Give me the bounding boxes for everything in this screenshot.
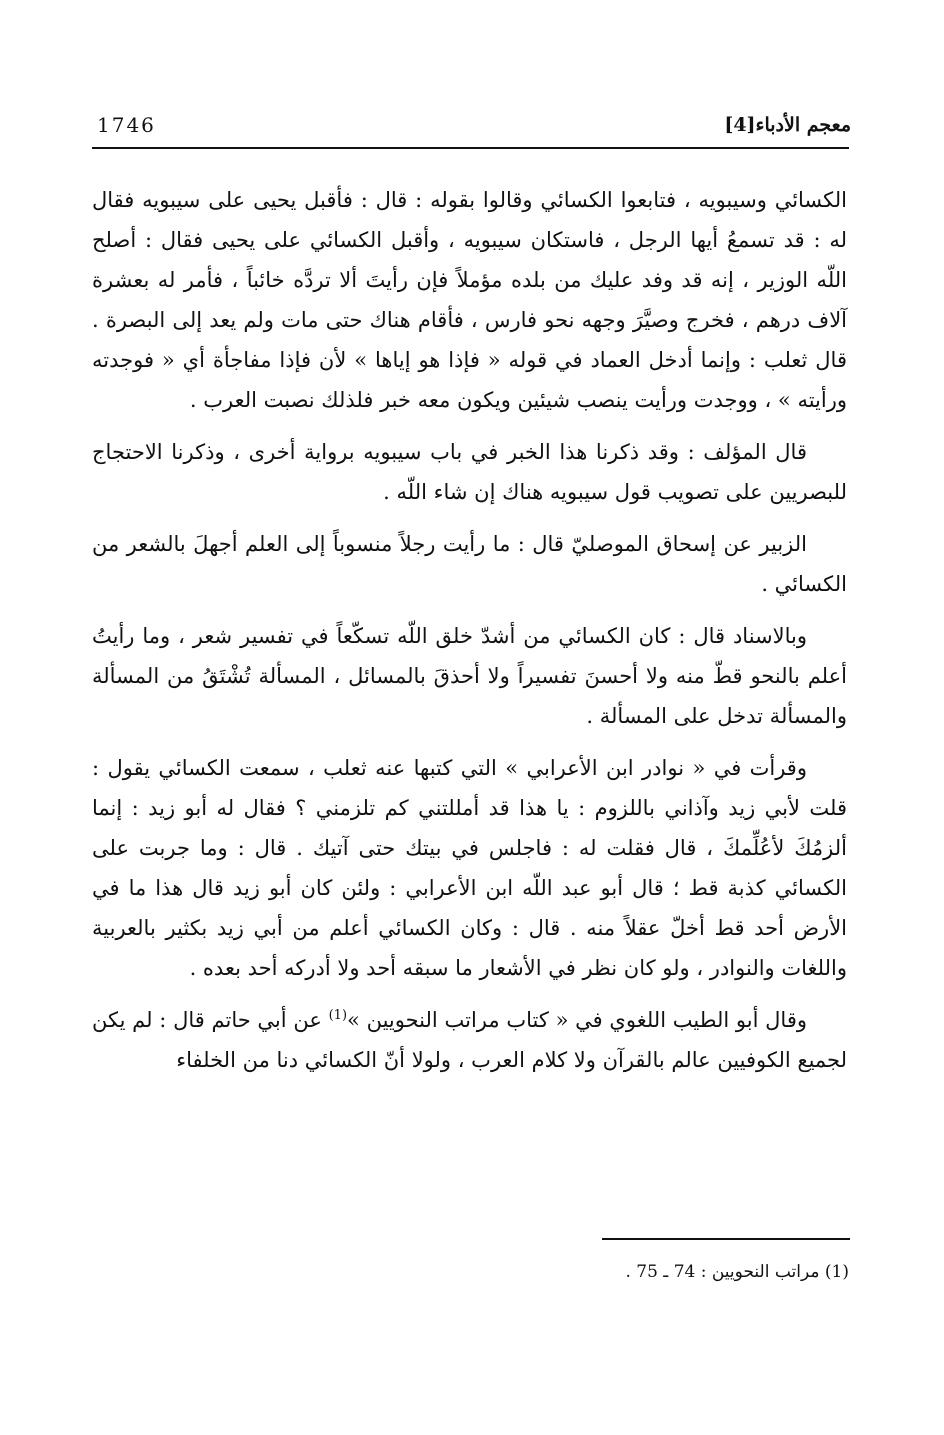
footnote: (1) مراتب النحويين : 74 ـ 75 . (625, 1262, 849, 1282)
paragraph-6-text-after: عن أبي حاتم قال : لم يكن لجميع الكوفيين عالم بالقرآن ولا كلام العرب ، ولولا أنّ الكسائي دنا من الخلفاء (92, 1008, 847, 1072)
footnote-rule (602, 1238, 850, 1240)
footnote-reference-marker[interactable]: (1) (328, 1008, 348, 1023)
paragraph-1: الكسائي وسيبويه ، فتابعوا الكسائي وقالوا بقوله : قال : فأقبل يحيى على سيبويه فقال له : قد تسمعُ أيها الرجل ، فاستكان سيبويه ، وأقبل الكسائي على يحيى فقال : أصلح اللّه الوزير ، إنه قد وفد عليك من بلده مؤملاً فإن رأيتَ ألا تردَّه خائباً ، فأمر له بعشرة آلاف درهم ، فخرج وصيَّرَ وجهه نحو فارس ، فأقام هناك حتى مات ولم يعد إلى البصرة . قال ثعلب : وإنما أدخل العماد في قوله « فإذا هو إياها » لأن فإذا مفاجأة أي « فوجدته ورأيته » ، ووجدت ورأيت ينصب شيئين ويكون معه خبر فلذلك نصبت العرب . (92, 188, 847, 412)
header-rule (92, 147, 849, 149)
paragraph-2: قال المؤلف : وقد ذكرنا هذا الخبر في باب سيبويه برواية أخرى ، وذكرنا الاحتجاج للبصريين على تصويب قول سيبويه هناك إن شاء اللّه . (92, 440, 847, 504)
body-text (92, 180, 847, 1092)
paragraph-6 (92, 1000, 847, 1080)
paragraph-6-text-before: وقال أبو الطيب اللغوي في « كتاب مراتب النحويين » (347, 1008, 808, 1032)
paragraph-3: الزبير عن إسحاق الموصليّ قال : ما رأيت رجلاً منسوباً إلى العلم أجهلَ بالشعر من الكسائي . (92, 532, 847, 596)
page-number: 1746 (97, 113, 156, 137)
paragraph-5: وقرأت في « نوادر ابن الأعرابي » التي كتبها عنه ثعلب ، سمعت الكسائي يقول : قلت لأبي زيد وآذاني باللزوم : يا هذا قد أمللتني كم تلزمني ؟ فقال له أبو زيد : إنما ألزمُكَ لأعُلِّمكَ ، قال فقلت له : فاجلس في بيتك حتى آتيك . قال : وما جربت على الكسائي كذبة قط ؛ قال أبو عبد اللّه ابن الأعرابي : ولئن كان أبو زيد قال هذا ما في الأرض أحد قط أخلّ عقلاً منه . قال : وكان الكسائي أعلم من أبي زيد بكثير بالعربية واللغات والنوادر ، ولو كان نظر في الأشعار ما سبقه أحد ولا أدركه أحد بعده . (92, 756, 847, 980)
running-header-title: معجم الأدباء[4] (724, 114, 851, 136)
paragraph-4: وبالاسناد قال : كان الكسائي من أشدّ خلق اللّه تسكّعاً في تفسير شعر ، وما رأيتُ أعلم بالنحو قطّ منه ولا أحسنَ تفسيراً ولا أحذقَ بالمسائل ، المسألة تُشْتَقُ من المسألة والمسألة تدخل على المسألة . (92, 624, 847, 728)
